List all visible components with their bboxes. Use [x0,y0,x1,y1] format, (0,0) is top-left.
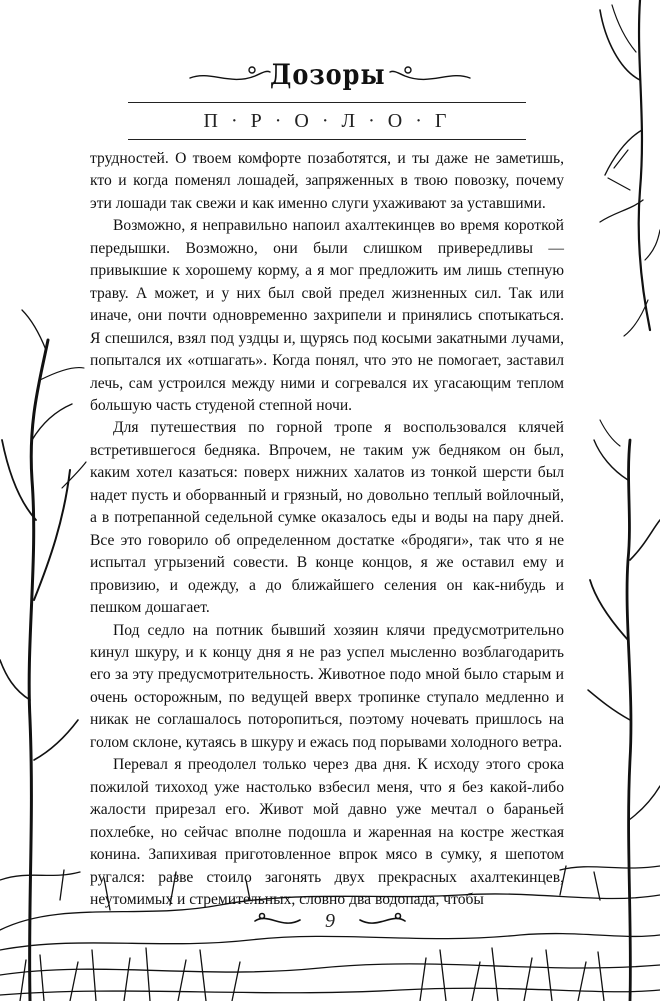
series-logo: Дозоры [270,57,386,92]
page-header [0,58,660,148]
chapter-band [128,102,526,140]
paragraph: Под седло на потник бывший хозяин клячи предусмотрительно кинул шкуру, и к концу дня я не раз успел мысленно возблагодарить его за эту предусмотрительность. Животное подо мной было старым и очень осторожным, по ведущей вверх тропинке ступало медленно и никак не соглашалось поторопиться, поэтому ночевать пришлось на голом склоне, кутаясь в шкуру и ежась под порывами холодного ветра. [90,621,564,751]
tree-top-right [600,0,660,336]
paragraph: Перевал я преодолел только через два дня. К исходу этого срока пожилой тихоход уже настолько взбесил меня, что я без какой-либо жалости прирезал его. Живот мой давно уже мечтал о бараньей похлебке, но сейчас вполне подошла и жаренная на костре жесткая конина. Запихивая приготовленное впрок мясо в сумку, я шепотом ругался: разве стоило загонять двух прекрасных ахалтекинцев, неутомимых и стремительных, словно два водопада, чтобы [90,756,564,908]
chapter-title: П · Р · О · Л · О · Г [203,110,451,132]
paragraph: трудностей. О твоем комфорте позаботятся, и ты даже не заметишь, кто и когда поменял лошадей, запряженных в твою повозку, почему эти лошади так свежи и как именно слуги ухаживают за уставшими. [90,150,564,212]
paragraph: Возможно, я неправильно напоил ахалтекинцев во время короткой передышки. Возможно, они были слишком привередливы — привыкшие к хорошему корму, а я мог предложить им лишь степную траву. А может, и у них был свой предел жизненных сил. Так или иначе, они почти одновременно захрипели и принялись спотыкаться. Я спешился, взял под уздцы и, щурясь под косыми закатными лучами, попытался их «отшагать». Когда понял, что это не помогает, заставил лечь, сам устроился между ними и согревался их угасающим теплом большую часть студеной степной ночи. [90,217,564,414]
paragraph: Для путешествия по горной тропе я воспользовался клячей встретившегося бедняка. Впрочем, не таким уж бедняком он был, каким хотел казаться: поверх нижних халатов из тонкой шерсти был надет пусть и оборванный и грязный, но довольно теплый войлочный, а в потрепанной седельной сумке оказалось еды и воды на пару дней. Все это говорило об определенном достатке «бродяги», так что я не испытал угрызений совести. В конце концов, я же оставил ему и провизию, и одежду, а до ближайшего селения он как-нибудь и пешком дошагает. [90,419,564,617]
tree-right [588,420,660,1001]
tree-left [0,310,86,1001]
body-text [90,148,564,911]
page-number: 9 [325,910,335,932]
